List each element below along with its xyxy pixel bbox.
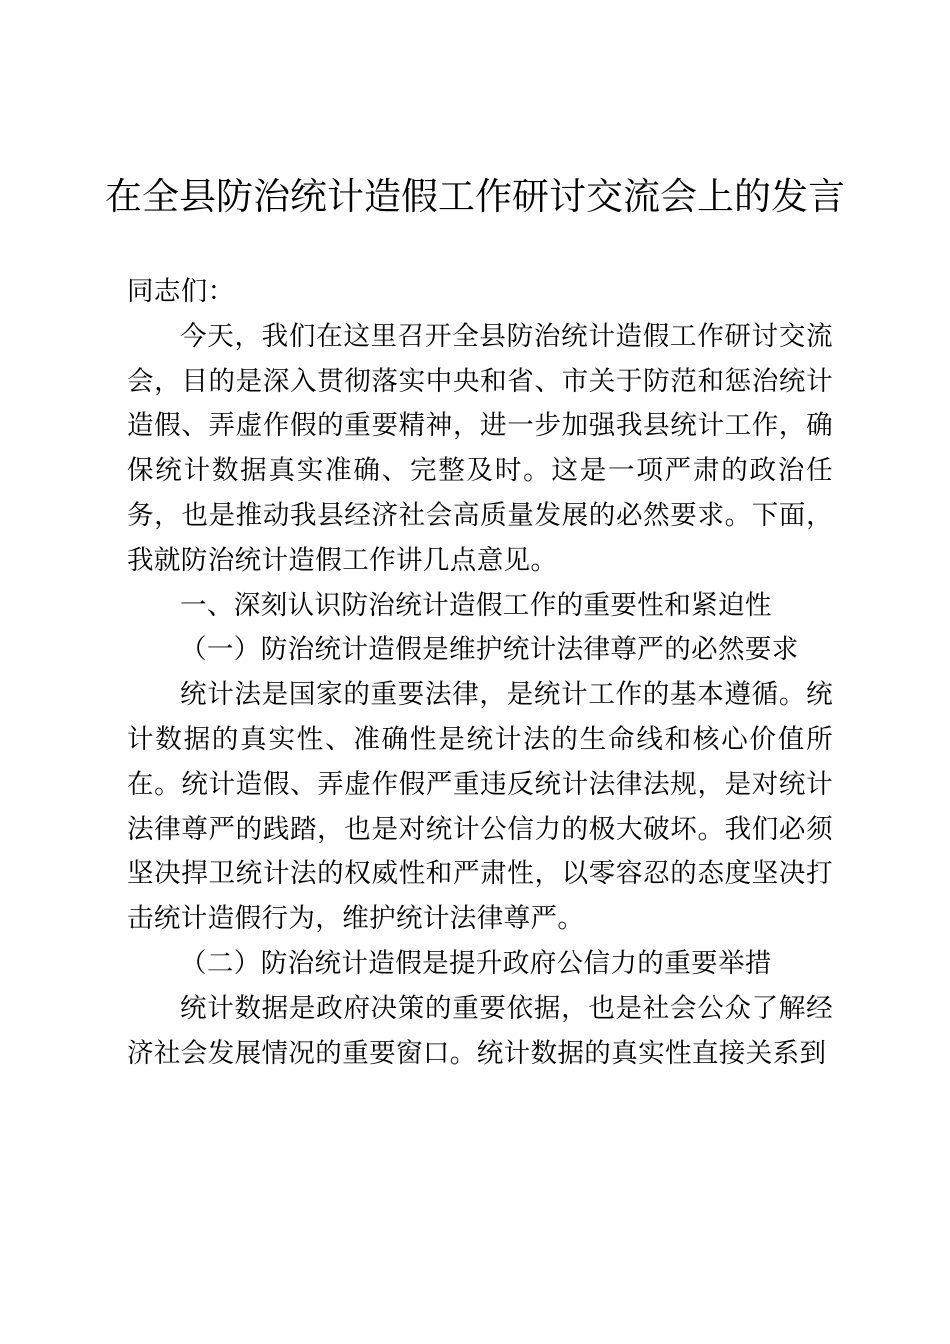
salutation: 同志们： (127, 276, 235, 307)
paragraph-intro: 今天，我们在这里召开全县防治统计造假工作研讨交流会，目的是深入贯彻落实中央和省、市关于防范和惩治统计造假、弄虚作假的重要精神，进一步加强我县统计工作，确保统计数据真实准确、完整及时。这是一项严肃的政治任务，也是推动我县经济社会高质量发展的必然要求。下面，我就防治统计造假工作讲几点意见。 (127, 320, 833, 576)
document-title: 在全县防治统计造假工作研讨交流会上的发言 (105, 175, 845, 218)
subsection-heading-2: （二）防治统计造假是提升政府公信力的重要举措 (180, 947, 772, 979)
subsection-heading-1: （一）防治统计造假是维护统计法律尊严的必然要求 (180, 634, 799, 666)
document-body (127, 270, 833, 1076)
paragraph-government-credibility: 统计数据是政府决策的重要依据，也是社会公众了解经济社会发展情况的重要窗口。统计数据的真实性直接关系到 (127, 992, 833, 1069)
paragraph-statistics-law: 统计法是国家的重要法律，是统计工作的基本遵循。统计数据的真实性、准确性是统计法的生命线和核心价值所在。统计造假、弄虚作假严重违反统计法律法规，是对统计法律尊严的践踏，也是对统计公信力的极大破坏。我们必须坚决捍卫统计法的权威性和严肃性，以零容忍的态度坚决打击统计造假行为，维护统计法律尊严。 (127, 679, 833, 935)
section-heading-1: 一、深刻认识防治统计造假工作的重要性和紧迫性 (180, 589, 772, 621)
